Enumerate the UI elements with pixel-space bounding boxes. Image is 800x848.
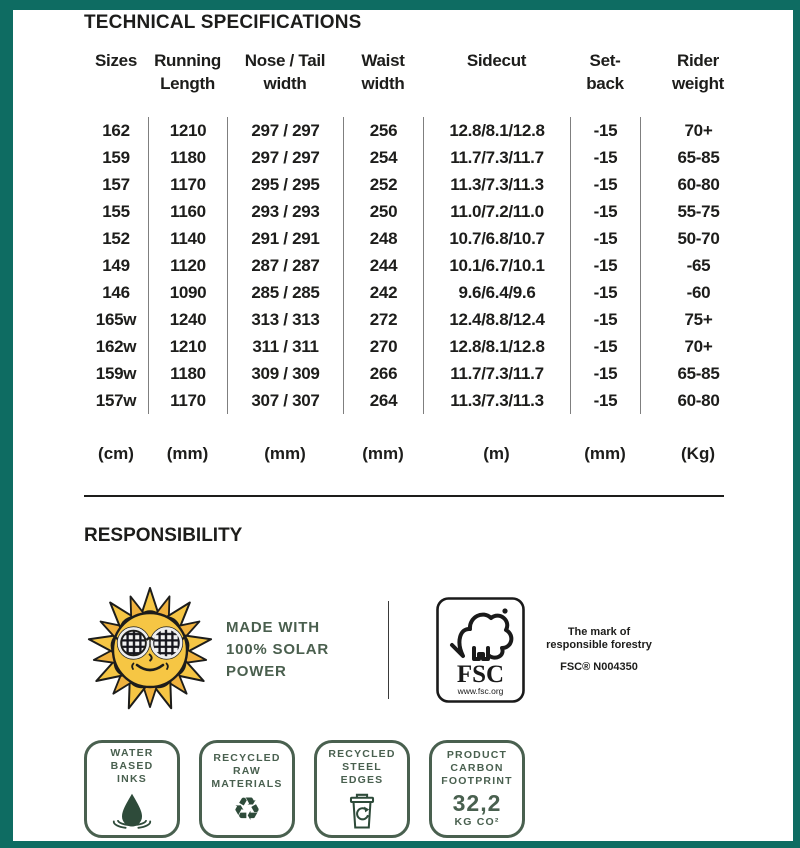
- spec-table-body: [84, 117, 793, 414]
- spec-cell: 149: [102, 256, 130, 275]
- spec-cell: -15: [570, 198, 640, 225]
- spec-cell: 248: [343, 225, 423, 252]
- spec-cell: -15: [570, 279, 640, 306]
- spec-cell: 1120: [148, 252, 227, 279]
- spec-cell: -15: [570, 252, 640, 279]
- badge-carbon-footprint: PRODUCT CARBON FOOTPRINT 32,2 KG CO²: [429, 740, 525, 838]
- spec-cell: 162w: [95, 337, 137, 356]
- spec-cell: 75+: [640, 306, 756, 333]
- spec-cell: 1180: [148, 144, 227, 171]
- spec-cell: 12.8/8.1/12.8: [423, 117, 570, 144]
- column-header-setback: Set- back: [586, 51, 624, 93]
- spec-cell: 11.3/7.3/11.3: [423, 387, 570, 414]
- page-title: TECHNICAL SPECIFICATIONS: [84, 12, 362, 33]
- spec-cell: 297 / 297: [227, 117, 343, 144]
- spec-cell: 254: [343, 144, 423, 171]
- spec-cell: 309 / 309: [227, 360, 343, 387]
- spec-cell: 155: [102, 202, 130, 221]
- spec-cell: -15: [570, 117, 640, 144]
- spec-cell: 307 / 307: [227, 387, 343, 414]
- column-header-sizes: Sizes: [95, 51, 137, 70]
- spec-cell: 1180: [148, 360, 227, 387]
- spec-cell: 272: [343, 306, 423, 333]
- spec-cell: 313 / 313: [227, 306, 343, 333]
- spec-cell: 10.7/6.8/10.7: [423, 225, 570, 252]
- spec-cell: 11.7/7.3/11.7: [423, 360, 570, 387]
- spec-cell: 1210: [148, 117, 227, 144]
- vertical-divider: [388, 601, 389, 699]
- spec-cell: -15: [570, 225, 640, 252]
- spec-cell: 266: [343, 360, 423, 387]
- spec-cell: 159: [102, 148, 130, 167]
- fsc-logo: [436, 597, 525, 703]
- spec-cell: 311 / 311: [227, 333, 343, 360]
- unit-cell: (m): [483, 444, 510, 463]
- unit-cell: (Kg): [681, 444, 715, 463]
- spec-cell: 11.3/7.3/11.3: [423, 171, 570, 198]
- spec-cell: -65: [640, 252, 756, 279]
- spec-cell: -15: [570, 144, 640, 171]
- spec-cell: 162: [102, 121, 130, 140]
- spec-cell: -15: [570, 171, 640, 198]
- spec-cell: 256: [343, 117, 423, 144]
- fsc-label: FSC: [456, 661, 505, 688]
- carbon-footprint-unit: KG CO²: [454, 816, 500, 828]
- responsibility-row: [84, 584, 793, 716]
- unit-cell: (mm): [362, 444, 404, 463]
- eco-badges-row: [84, 740, 793, 838]
- water-drop-icon: [112, 790, 152, 832]
- spec-cell: 1090: [148, 279, 227, 306]
- spec-cell: -60: [640, 279, 756, 306]
- spec-cell: 9.6/6.4/9.6: [423, 279, 570, 306]
- fsc-mark-text: The mark of responsible forestry FSC® N004350: [538, 626, 660, 674]
- spec-cell: 65-85: [640, 360, 756, 387]
- spec-cell: 244: [343, 252, 423, 279]
- fsc-logo-icon: [436, 597, 525, 703]
- spec-cell: 12.4/8.8/12.4: [423, 306, 570, 333]
- spec-cell: 11.0/7.2/11.0: [423, 198, 570, 225]
- spec-cell: 60-80: [640, 387, 756, 414]
- fsc-url: www.fsc.org: [457, 686, 504, 696]
- recycle-icon: ♻: [232, 789, 262, 828]
- badge-recycled-steel-edges: RECYCLED STEEL EDGES: [314, 740, 410, 838]
- spec-cell: -15: [570, 360, 640, 387]
- spec-cell: 1140: [148, 225, 227, 252]
- badge-water-based-inks: WATER BASED INKS: [84, 740, 180, 838]
- spec-cell: 70+: [640, 333, 756, 360]
- unit-cell: (mm): [264, 444, 306, 463]
- spec-cell: 152: [102, 229, 130, 248]
- badge-recycled-raw-materials: RECYCLED RAW MATERIALS ♻: [199, 740, 295, 838]
- spec-cell: 252: [343, 171, 423, 198]
- spec-cell: 285 / 285: [227, 279, 343, 306]
- page-content: [13, 10, 793, 838]
- spec-cell: 297 / 297: [227, 144, 343, 171]
- spec-cell: 1170: [148, 387, 227, 414]
- spec-cell: -15: [570, 333, 640, 360]
- spec-cell: 250: [343, 198, 423, 225]
- spec-cell: 146: [102, 283, 130, 302]
- spec-cell: 65-85: [640, 144, 756, 171]
- spec-cell: 295 / 295: [227, 171, 343, 198]
- fsc-license-code: FSC® N004350: [560, 661, 638, 673]
- spec-cell: -15: [570, 306, 640, 333]
- spec-cell: 287 / 287: [227, 252, 343, 279]
- spec-cell: 293 / 293: [227, 198, 343, 225]
- recycle-bin-icon: [345, 791, 379, 830]
- spec-cell: 1160: [148, 198, 227, 225]
- column-header-rider-weight: Rider weight: [671, 51, 725, 93]
- spec-cell: 159w: [95, 364, 137, 383]
- spec-cell: 1170: [148, 171, 227, 198]
- sun-icon: [84, 584, 216, 716]
- column-header-waist-width: Waist width: [361, 51, 405, 93]
- spec-table-units: [84, 440, 793, 467]
- spec-cell: 264: [343, 387, 423, 414]
- spec-cell: -15: [570, 387, 640, 414]
- unit-cell: (cm): [98, 444, 134, 463]
- spec-cell: 60-80: [640, 171, 756, 198]
- spec-cell: 50-70: [640, 225, 756, 252]
- spec-cell: 165w: [95, 310, 137, 329]
- spec-table-header: [84, 49, 793, 95]
- column-header-running-length: Running Length: [154, 51, 221, 93]
- spec-cell: 242: [343, 279, 423, 306]
- column-header-sidecut: Sidecut: [466, 51, 527, 70]
- spec-cell: 270: [343, 333, 423, 360]
- carbon-footprint-value: 32,2: [452, 790, 502, 816]
- responsibility-title: RESPONSIBILITY: [84, 525, 243, 546]
- spec-cell: 1210: [148, 333, 227, 360]
- spec-cell: 11.7/7.3/11.7: [423, 144, 570, 171]
- solar-power-claim: MADE WITH 100% SOLAR POWER: [226, 619, 330, 680]
- spec-cell: 157w: [95, 391, 137, 410]
- spec-cell: 291 / 291: [227, 225, 343, 252]
- spec-cell: 70+: [640, 117, 756, 144]
- spec-cell: 157: [102, 175, 130, 194]
- spec-cell: 55-75: [640, 198, 756, 225]
- spec-cell: 12.8/8.1/12.8: [423, 333, 570, 360]
- spec-cell: 10.1/6.7/10.1: [423, 252, 570, 279]
- unit-cell: (mm): [166, 444, 209, 463]
- section-divider: [84, 495, 724, 497]
- spec-cell: 1240: [148, 306, 227, 333]
- unit-cell: (mm): [584, 444, 626, 463]
- column-header-nose-tail-width: Nose / Tail width: [244, 51, 326, 93]
